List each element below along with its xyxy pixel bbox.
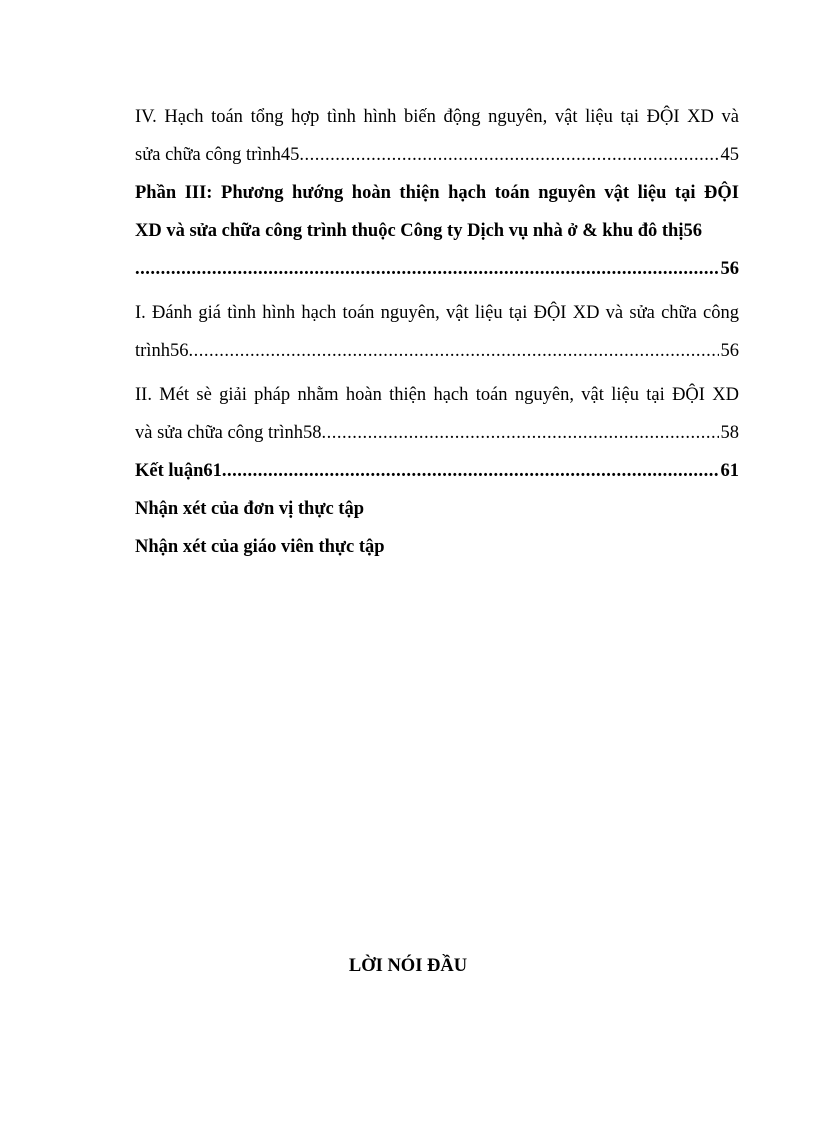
toc-page-number: 56 [720, 341, 739, 361]
toc-entry-teacher-review [135, 528, 739, 566]
toc-entry-conclusion [135, 452, 739, 490]
toc-entry-text: Nhận xét của đơn vị thực tập [135, 499, 364, 519]
toc-entry-text: I. Đánh giá tình hình hạch toán nguyên, vật liệu tại ĐỘI XD và sửa chữa công [135, 303, 739, 323]
toc-entry-i [135, 294, 739, 370]
toc-page-number: 58 [720, 423, 739, 443]
toc-page-number: 61 [720, 461, 739, 481]
toc-entry-ii [135, 376, 739, 452]
toc-entry-text: Phần III: Phương hướng hoàn thiện hạch toán nguyên vật liệu tại ĐỘI [135, 183, 739, 203]
dot-leader [188, 332, 718, 370]
toc-entry-text: sửa chữa công trình45 [135, 145, 300, 165]
toc-entry-text: XD và sửa chữa công trình thuộc Công ty Dịch vụ nhà ở & khu đô thị56 [135, 221, 702, 241]
toc-entry-part-iii [135, 174, 739, 288]
dot-leader [299, 136, 718, 174]
toc-entry-text: Nhận xét của giáo viên thực tập [135, 537, 385, 557]
toc-entry-text: trình56 [135, 341, 189, 361]
toc-entry-text: và sửa chữa công trình58 [135, 423, 322, 443]
toc-entry-text: II. Mét sè giải pháp nhằm hoàn thiện hạch toán nguyên, vật liệu tại ĐỘI XD [135, 385, 739, 405]
toc-entry-unit-review [135, 490, 739, 528]
toc-page-number: 56 [720, 259, 739, 279]
toc-page-number: 45 [720, 145, 739, 165]
section-heading: LỜI NÓI ĐẦU [348, 956, 468, 976]
table-of-contents [135, 98, 739, 566]
toc-entry-iv [135, 98, 739, 174]
toc-entry-text: Kết luận61 [135, 461, 222, 481]
toc-entry-text: IV. Hạch toán tổng hợp tình hình biến động nguyên, vật liệu tại ĐỘI XD và [135, 107, 739, 127]
dot-leader [135, 250, 719, 288]
dot-leader [222, 452, 719, 490]
dot-leader [322, 414, 719, 452]
